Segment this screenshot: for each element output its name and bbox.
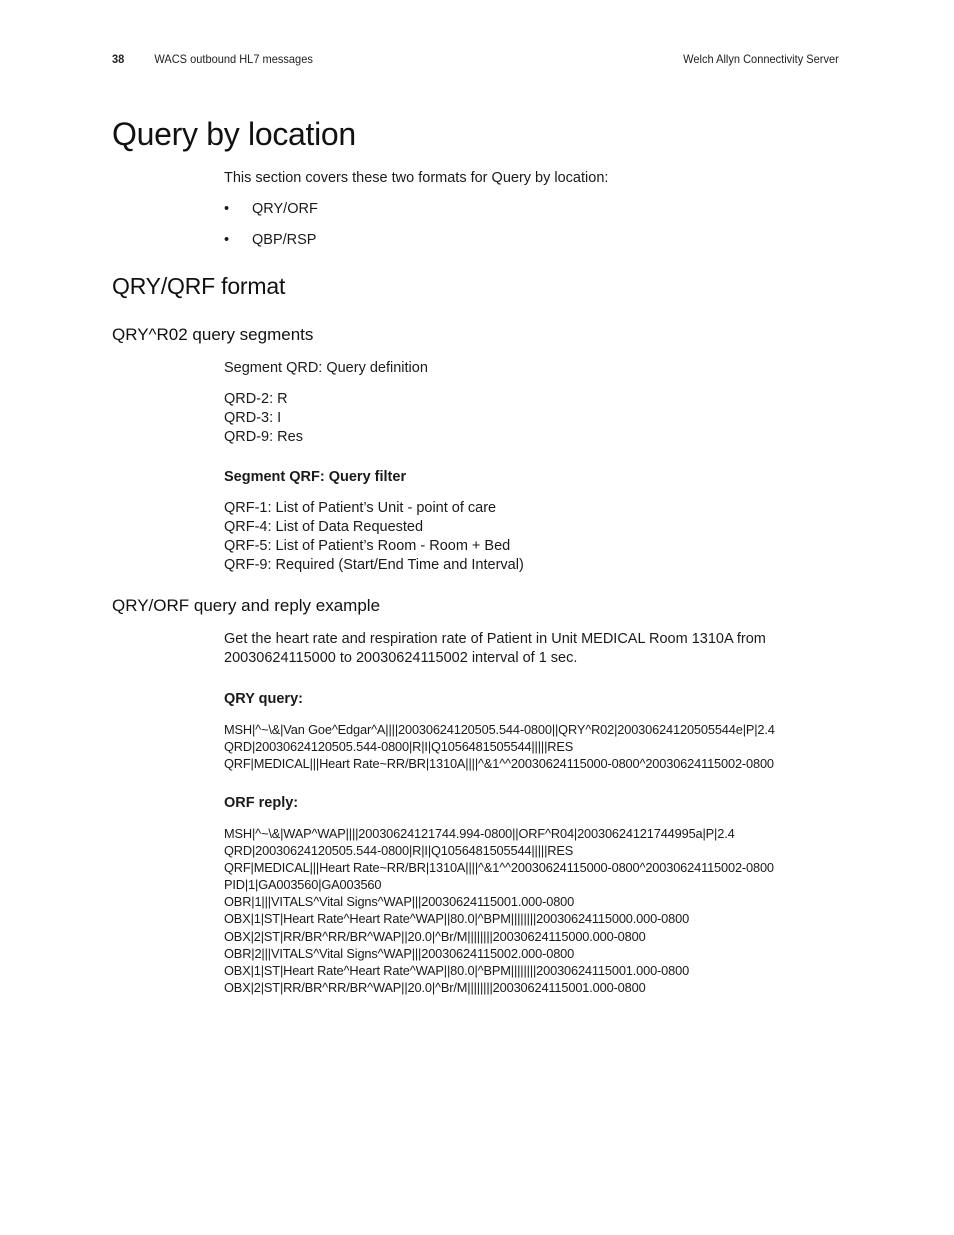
qrd-fields	[224, 390, 844, 447]
qrf-field-line: QRF-1: List of Patient’s Unit - point of care	[224, 500, 497, 516]
running-header	[112, 52, 839, 70]
intro-paragraph: This section covers these two formats for Query by location:	[224, 170, 609, 186]
hl7-segment-line: MSH|^~\&|Van Goe^Edgar^A||||20030624120505.544-0800||QRY^R02|20030624120505544e|P|2.4	[224, 722, 775, 737]
qrd-heading: Segment QRD: Query definition	[224, 360, 428, 376]
hl7-segment-line: OBX|2|ST|RR/BR^RR/BR^WAP||20.0|^Br/M||||||||20030624115001.000-0800	[224, 979, 646, 995]
segments-heading: QRY^R02 query segments	[112, 325, 314, 344]
hl7-segment-line: OBR|1|||VITALS^Vital Signs^WAP|||20030624115001.000-0800	[224, 894, 575, 910]
hl7-segment-line: QRF|MEDICAL|||Heart Rate~RR/BR|1310A||||^&1^^20030624115000-0800^20030624115002-0800	[224, 756, 774, 772]
example-heading: QRY/ORF query and reply example	[112, 596, 381, 615]
example-description-line: 20030624115000 to 20030624115002 interval of 1 sec.	[224, 650, 578, 666]
bullet-icon: •	[224, 201, 230, 217]
qrd-field-line: QRD-3: I	[224, 410, 282, 426]
format-list-item: • QBP/RSP	[224, 232, 317, 248]
qrf-field-line: QRF-9: Required (Start/End Time and Interval)	[224, 557, 524, 573]
hl7-segment-line: QRD|20030624120505.544-0800|R|I|Q1056481505544|||||RES	[224, 739, 574, 755]
page-number: 38	[112, 52, 125, 66]
qry-qrf-format-heading: QRY/QRF format	[112, 273, 286, 299]
orf-reply-message	[224, 825, 844, 996]
hl7-segment-line: OBX|2|ST|RR/BR^RR/BR^WAP||20.0|^Br/M||||||||20030624115000.000-0800	[224, 928, 646, 944]
hl7-segment-line: OBR|2|||VITALS^Vital Signs^WAP|||20030624115002.000-0800	[224, 945, 575, 961]
bullet-icon: •	[224, 232, 230, 248]
hl7-segment-line: PID|1|GA003560|GA003560	[224, 877, 382, 893]
hl7-segment-line: QRF|MEDICAL|||Heart Rate~RR/BR|1310A||||^&1^^20030624115000-0800^20030624115002-0800	[224, 860, 774, 876]
qrd-field-line: QRD-9: Res	[224, 429, 303, 445]
orf-reply-label: ORF reply:	[224, 795, 299, 811]
qrf-field-line: QRF-4: List of Data Requested	[224, 519, 424, 535]
header-section-title: WACS outbound HL7 messages	[154, 52, 313, 66]
qry-query-message	[224, 721, 844, 772]
example-description-line: Get the heart rate and respiration rate of Patient in Unit MEDICAL Room 1310A from	[224, 631, 766, 647]
format-list-item: • QRY/ORF	[224, 201, 318, 217]
hl7-segment-line: MSH|^~\&|WAP^WAP||||20030624121744.994-0800||ORF^R04|20030624121744995a|P|2.4	[224, 826, 735, 841]
qry-query-label: QRY query:	[224, 691, 303, 707]
header-product-name: Welch Allyn Connectivity Server	[683, 52, 839, 66]
example-description	[224, 630, 844, 668]
hl7-segment-line: QRD|20030624120505.544-0800|R|I|Q1056481505544|||||RES	[224, 843, 574, 859]
qrf-fields	[224, 499, 844, 575]
hl7-segment-line: OBX|1|ST|Heart Rate^Heart Rate^WAP||80.0|^BPM||||||||20030624115001.000-0800	[224, 962, 690, 978]
format-list	[224, 200, 844, 250]
page-title: Query by location	[112, 116, 356, 152]
qrd-field-line: QRD-2: R	[224, 391, 288, 407]
qrf-heading: Segment QRF: Query filter	[224, 469, 407, 485]
qrf-field-line: QRF-5: List of Patient’s Room - Room + Bed	[224, 538, 511, 554]
hl7-segment-line: OBX|1|ST|Heart Rate^Heart Rate^WAP||80.0|^BPM||||||||20030624115000.000-0800	[224, 911, 690, 927]
